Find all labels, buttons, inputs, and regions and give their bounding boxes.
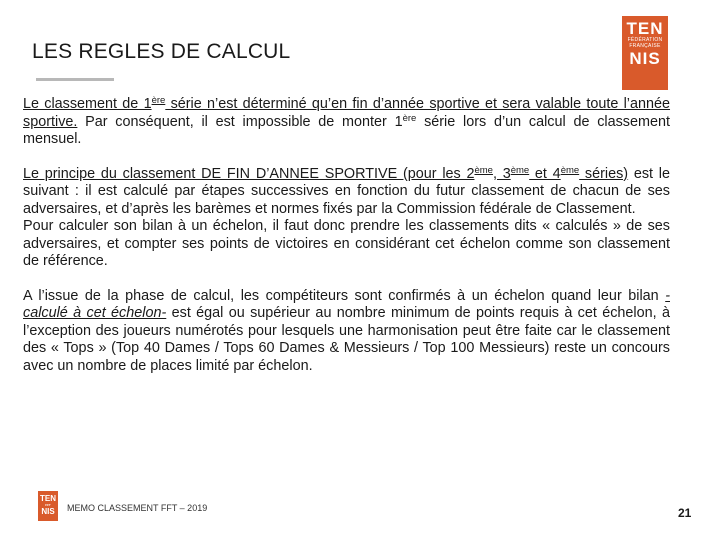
superscript: ère bbox=[151, 95, 166, 106]
paragraph-calculating-balance: Pour calculer son bilan à un échelon, il faut donc prendre les classements dits « calculés » de ses adversaires, et compter ses points de victoires en considérant cet échelon comme son classement de référence. bbox=[23, 218, 670, 269]
text: est le suivant : il est calculé par étapes successives en fonction du futur classement de chacun de ses adversaires, et d’après les barèmes et normes fixés par la Commission fédérale de Classement. bbox=[23, 165, 670, 217]
paragraph-first-series bbox=[23, 96, 670, 149]
logo-text-middle: FÉDÉRATION FRANÇAISE bbox=[627, 37, 663, 49]
superscript: ème bbox=[510, 164, 530, 176]
paragraph-calculation-phase bbox=[23, 288, 670, 376]
text: série lors d’un calcul de classement mensuel. bbox=[23, 113, 670, 147]
text: Par conséquent, il est impossible de monter 1 bbox=[77, 113, 403, 130]
slide-body bbox=[23, 96, 670, 392]
logo-text-top: TEN bbox=[626, 19, 664, 38]
logo-small-text-top: TEN bbox=[40, 494, 56, 503]
footer-memo-label: MEMO CLASSEMENT FFT – 2019 bbox=[67, 503, 208, 513]
title-underline-divider bbox=[36, 78, 114, 81]
tennis-federation-logo bbox=[622, 16, 668, 90]
paragraph-end-of-year-principle bbox=[23, 166, 670, 219]
text-underlined: , 3 bbox=[492, 165, 511, 182]
text-underlined: séries) bbox=[579, 165, 629, 182]
text-underlined: Le classement de 1 bbox=[23, 96, 152, 112]
text-underlined: série n’est déterminé qu’en fin d’année sportive et sera valable toute l’année sportive. bbox=[23, 96, 671, 130]
text-underlined: Le principe du classement DE FIN D’ANNEE SPORTIVE (pour les 2 bbox=[23, 165, 475, 182]
page-title: LES REGLES DE CALCUL bbox=[32, 40, 291, 63]
text: est égal ou supérieur au nombre minimum de points requis à cet échelon, à l’exception des joueurs numérotés pour lesquels une harmonisation peut être faite car le classement des « Tops » (Top 40 Dames / Tops 60 Dames & Messieurs / Top 100 Messieurs) reste un concours avec un nombre de places limité par échelon. bbox=[23, 305, 670, 374]
superscript: ère bbox=[402, 112, 417, 124]
logo-text-bottom: NIS bbox=[629, 49, 661, 68]
text-underlined: et 4 bbox=[529, 165, 561, 182]
logo-small-text-middle: FFT bbox=[45, 503, 51, 507]
superscript: ème bbox=[560, 164, 580, 176]
text: A l’issue de la phase de calcul, les compétiteurs sont confirmés à un échelon quand leur bilan bbox=[23, 287, 666, 304]
superscript: ème bbox=[474, 164, 493, 176]
tennis-federation-logo-small bbox=[38, 491, 58, 521]
page-number: 21 bbox=[678, 506, 692, 520]
text-underlined-italic: -calculé à cet échelon- bbox=[23, 287, 670, 321]
logo-small-text-bottom: NIS bbox=[41, 507, 55, 516]
